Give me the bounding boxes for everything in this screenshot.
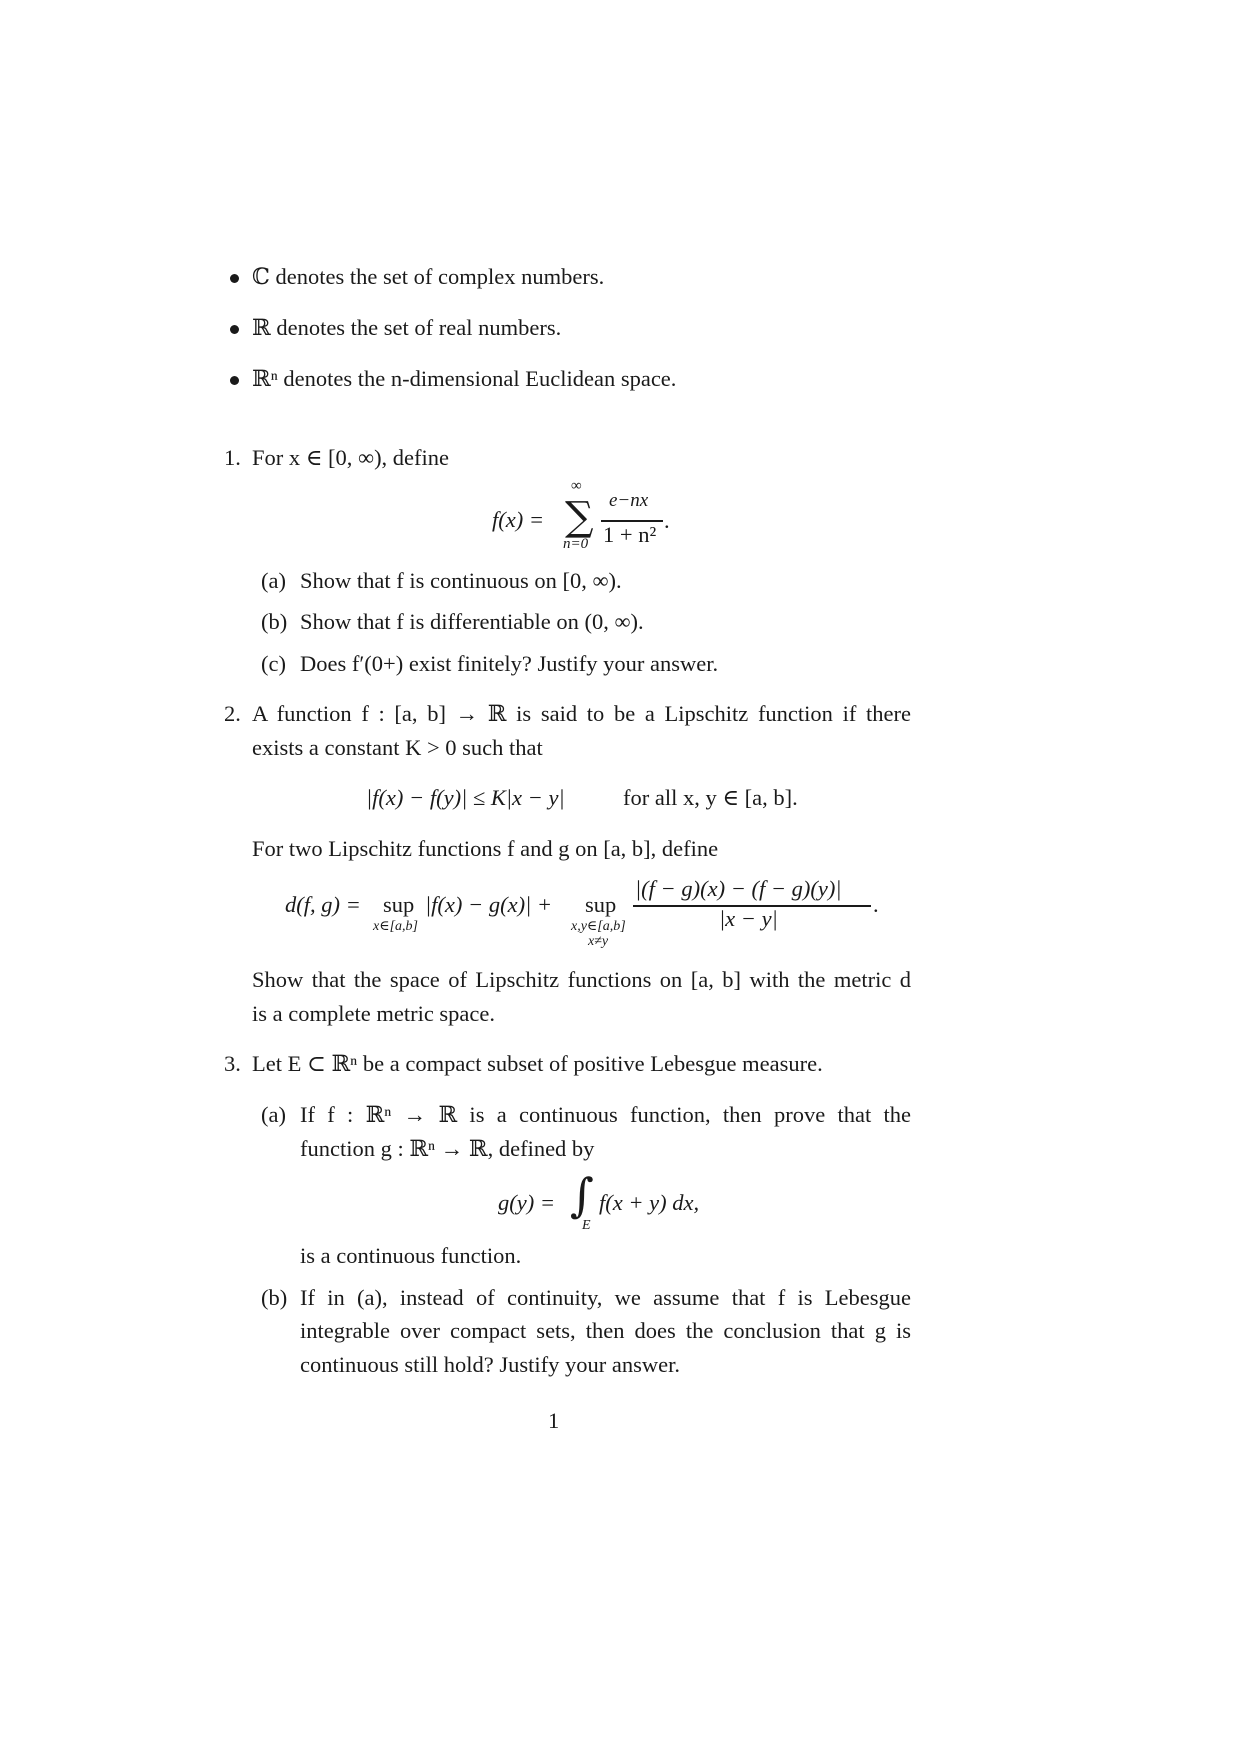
q3-intro: Let E ⊂ ℝⁿ be a compact subset of positive Lebesgue measure. [252,1051,823,1076]
q3-a-line1: If f : ℝⁿ → ℝ is a continuous function, then prove that the [300,1102,911,1127]
question-number: 1. [224,445,241,470]
q3-a-line2: function g : ℝⁿ → ℝ, defined by [300,1136,595,1161]
q1-denominator: 1 + n² [603,522,657,547]
bullet-item-real: ℝ denotes the set of real numbers. [252,315,562,340]
q3-b-line3: continuous still hold? Justify your answer. [300,1352,680,1377]
q2-line3: For two Lipschitz functions f and g on [a, b], define [252,836,719,861]
q2-line1: A function f : [a, b] → ℝ is said to be a Lipschitz function if there [252,701,911,726]
q2-term1: |f(x) − g(x)| + [425,892,553,917]
bullet-item-euclidean: ℝⁿ denotes the n-dimensional Euclidean space. [252,366,677,391]
q1-intro: For x ∈ [0, ∞), define [252,445,450,470]
q2-metric-lhs: d(f, g) = [285,892,361,917]
q2-inequality-tail: for all x, y ∈ [a, b]. [623,785,798,810]
q1-part-label: (c) [261,651,286,676]
q1-part-c: Does f′(0+) exist finitely? Justify your answer. [300,651,719,676]
q2-sup1-sub: x∈[a,b] [373,919,418,934]
q3-b-line2: integrable over compact sets, then does the conclusion that g is [300,1318,911,1343]
q2-sup1: sup [383,892,415,917]
q3-g-rhs: f(x + y) dx, [599,1190,700,1215]
q1-numerator: e−nx [609,490,649,511]
q3-part-label: (a) [261,1102,286,1127]
q3-integral-sign: ∫ [570,1168,594,1222]
page-number: 1 [548,1408,560,1433]
q2-sup2-sub1: x,y∈[a,b] [571,919,626,934]
q1-sum-bottom: n=0 [563,536,589,552]
q2-inequality: |f(x) − f(y)| ≤ K|x − y| [366,785,565,810]
q2-metric-end: . [873,892,879,917]
q3-a-line3: is a continuous function. [300,1243,522,1268]
q3-integral-sub: E [582,1218,591,1233]
q2-line2: exists a constant K > 0 such that [252,735,543,760]
q1-part-b: Show that f is differentiable on (0, ∞). [300,609,644,634]
bullet-dot [230,376,239,385]
q2-sup2-sub2: x≠y [588,934,609,949]
q3-b-line1: If in (a), instead of continuity, we assume that f is Lebesgue [300,1285,911,1310]
q1-part-label: (a) [261,568,286,593]
q1-part-label: (b) [261,609,288,634]
bullet-dot [230,325,239,334]
q2-line5: is a complete metric space. [252,1001,496,1026]
q2-line4: Show that the space of Lipschitz functions on [a, b] with the metric d [252,967,911,992]
q2-frac-numerator: |(f − g)(x) − (f − g)(y)| [635,876,842,901]
q1-part-a: Show that f is continuous on [0, ∞). [300,568,622,593]
q1-formula-lhs: f(x) = [492,507,545,532]
q2-sup2: sup [585,892,617,917]
q2-frac-denominator: |x − y| [719,906,778,931]
q1-sigma: ∑ [565,494,594,540]
question-number: 3. [224,1051,241,1076]
question-number: 2. [224,701,241,726]
q1-sum-top: ∞ [571,478,582,494]
q3-g-lhs: g(y) = [498,1190,556,1215]
bullet-dot [230,274,239,283]
q3-part-label: (b) [261,1285,288,1310]
q1-formula-end: . [664,508,670,533]
bullet-item-complex: ℂ denotes the set of complex numbers. [252,264,605,289]
